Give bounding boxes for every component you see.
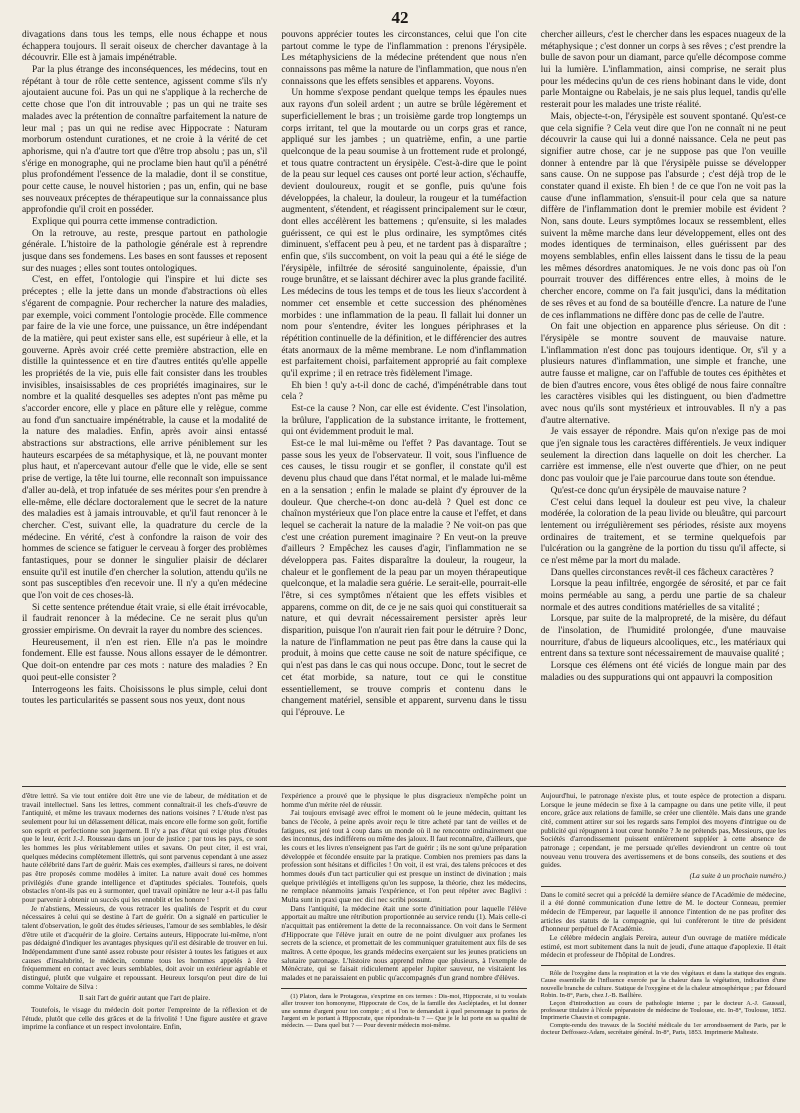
- article-column-2: [281, 30, 526, 784]
- page-number: 42: [391, 8, 409, 27]
- paragraph: Dans l'antiquité, la médecine était une sorte d'initiation pour laquelle l'élève apportait au maître une rétribution proportionnée au service rendu (1). Mais celle-ci n'acquittait pas entièrement la dette de la reconnaissance. On voit dans le Serment d'Hippocrate que l'élève jurait en outre de ne point divulguer aux profanes les secrets de la science, et promettait de les communiquer gratuitement aux fils de ses maîtres. A cette époque, les grands médecins exerçaient sur les jeunes praticiens un salutaire patronage. L'histoire nous apprend même que plusieurs, à l'exemple de Ménécrate, qui se faisait ridiculement appeler Jupiter sauveur, ne visitaient les malades et ne paraissaient en public qu'accompagnés d'un grand nombre d'élèves.: [281, 903, 527, 983]
- paragraph: l'expérience a prouvé que le physique le plus disgracieux n'empêche point un homme d'un mérite réel de réussir.: [281, 792, 527, 809]
- news-item: Le célèbre médecin anglais Pereira, auteur d'un ouvrage de matière médicale estimé, est mort subitement dans la nuit de jeudi, d'une attaque d'apoplexie. Il était médecin et professeur de l'hôpital de Londres.: [540, 933, 786, 960]
- paragraph: Est-ce le mal lui-même ou l'effet ? Pas davantage. Tout se passe sous les yeux de l'observateur. Il voit, sous l'influence de ces causes, le tissu rougir et se gonfler, il constate qu'il est devenu plus chaud que dans l'état normal, et le malade lui-même en a la sensation ; enfin le malade se plaint d'y éprouver de la douleur. Que cherche-t-on donc au-delà ? Quel est donc ce chaînon mystérieux que l'on place entre la cause et l'effet, et dans lequel se cacherait la nature de la maladie ? Ne voit-on pas que c'est une création purement imaginaire ? En veut-on la preuve d'ailleurs ? Empêchez les causes d'agir, l'inflammation ne se développera pas. Faites disparaître la douleur, la rougeur, la chaleur et le gonflement de la peau par un moyen thérapeutique quelconque, et la maladie sera guérie. Le serait-elle, pourrait-elle l'être, si ces symptômes n'étaient que les effets visibles et apparens, comme on dit, de ce je ne sais quoi qui constituerait sa nature, et qui devrait nécessairement persister après leur disparition, puisque l'on n'aurait rien fait pour le détruire ? Donc, la nature de l'inflammation ne peut pas être dans la cause qui la produit, à moins que cette cause ne soit de nature spécifique, ce qui n'est pas dans le cas qui nous occupe. Donc, tout le secret de cet état morbide, sa nature, tout ce qui le constitue essentiellement, se trouve compris et contenu dans le changement matériel, sensible et apparent, survenu dans le tissu qui l'éprouve. Le: [281, 439, 527, 718]
- paragraph: Est-ce la cause ? Non, car elle est évidente. C'est l'insolation, la brûlure, l'application de la substance irritante, le frottement, qui ont évidemment produit le mal.: [281, 404, 527, 438]
- books-divider: [541, 965, 786, 966]
- book-notice: Rôle de l'oxygène dans la respiration et la vie des végétaux et dans la statique des engrais. Cause essentielle de l'influence exercée par la chaleur dans la végétation, indication d'une nouvelle branche de culture. Statique de l'oxygène et de la chaleur atmosphérique ; par Édouard Robin. In-8°, Paris, chez J.-B. Baillière.: [540, 970, 786, 1000]
- footnote-divider: [281, 988, 526, 989]
- feuilleton-column-2: [281, 792, 526, 1108]
- paragraph: Heureusement, il n'en est rien. Elle n'a pas le moindre fondement. Elle est fausse. Nous allons essayer de le démontrer. Que doit-on entendre par ces mots : nature des maladies ? En quoi peut-elle consister ?: [22, 637, 268, 683]
- paragraph: Je vais essayer de répondre. Mais qu'on n'exige pas de moi que j'en signale tous les caractères différentiels. Je veux indiquer seulement la direction dans laquelle on doit les chercher. La carrière est immense, elle n'est ouverte que d'hier, on ne peut donc pas vouloir que je l'aie parcourue dans toute son étendue.: [540, 427, 786, 485]
- paragraph: On la retrouve, au reste, presque partout en pathologie générale. L'histoire de la pathologie générale est à reprendre jusque dans ses fondemens. Les bases en sont fausses et reposent sur des nuages ; elles sont toutes ontologiques.: [22, 228, 268, 274]
- paragraph: Lorsque ces élémens ont été viciés de longue main par des maladies ou des suppurations qui ont appauvri la composition: [540, 661, 786, 683]
- book-notice: Compte-rendu des travaux de la Société médicale du 1er arrondissement de Paris, par le docteur Deffossez-Adam, secrétaire général. In-8°, Paris, 1853. Imprimerie Malteste.: [540, 1021, 786, 1036]
- paragraph: Qu'est-ce donc qu'un érysipèle de mauvaise nature ?: [550, 485, 747, 496]
- paragraph: Un homme s'expose pendant quelque temps les épaules nues aux rayons d'un soleil ardent ; un autre se brûle légèrement et superficiellement le bras ; un troisième garde trop longtemps un corps irritant, tel que la moutarde ou un corps gras et rance, appliqué sur les jambes ; un quatrième, enfin, a une partie quelconque de la peau soumise à un frottement rude et prolongé, et tous quatre contractent un érysipèle. C'est-à-dire que le point de la peau sur lequel ces causes ont porté leur action, s'échauffe, devient douloureux, rougit et se gonfle, puis qu'une fois développées, la chaleur, la douleur, la rougeur et la tuméfaction augmentent, s'étendent, et réagissent principalement sur le cœur, dont elles accélèrent les battemens ; qu'ensuite, si les malades guérissent, ce qui est le plus ordinaire, les symptômes cités diminuent, s'effacent peu à peu, et ne tardent pas à disparaître ; enfin que, s'ils succombent, on voit la peau qui a été le siége de l'érysipèle, infiltrée de sérosité sanguinolente, épaissie, d'un rouge brunâtre, et se laissant déchirer avec la plus grande facilité. Les médecins de tous les temps et de tous les lieux s'accordent à nommer cet ensemble et cette succession des phénomènes morbides : une inflammation de la peau. Il fallait lui donner un nom pour s'entendre, éviter les longues périphrases et la répétition continuelle de la définition, et le différencier des autres états anormaux de la même membrane. Le nom d'inflammation est parfaitement choisi, parfaitement approprié au fait complexe qu'il exprime ; il en retrace très fidèlement l'image.: [281, 88, 527, 379]
- article-column-3: [541, 30, 786, 784]
- feuilleton: [22, 792, 786, 1108]
- paragraph: Je n'abstiens, Messieurs, de vous retracer les qualités de l'esprit et du cœur nécessaires à celui qui se destine à l'art de guérir. On a signalé en particulier le talent d'observation, le goût des études sérieuses, l'amour de ses semblables, le désir d'être utile et d'acquérir de la gloire. Certains auteurs, Hippocrate lui-même, n'ont pas dédaigné d'indiquer les avantages physiques qu'il est désirable de trouver en lui. Indépendamment d'une santé assez robuste pour résister à toutes les fatigues et aux causes d'insalubrité, le médecin, comme tous les hommes appelés à être fréquemment en contact avec leurs semblables, doit avoir un extérieur agréable et distingué, plutôt que vulgaire et repoussant. Heureux lorsqu'on peut dire de lui comme Voltaire de Silva :: [22, 903, 268, 991]
- footnote: (1) Platon, dans le Protagoras, s'exprime en ces termes : Dis-moi, Hippocrate, si tu voulais aller trouver ton homonyme, Hippocrate de Cos, de la famille des Asclépiades, et lui donner une somme d'argent pour ton compte ; et si l'on te demandait à quel personnage tu portes de l'argent en le portant à Hippocrate, que répondrais-tu ? — Que je le lui porte en sa qualité de médecin. — Dans quel but ? — Pour devenir médecin moi-même.: [281, 992, 527, 1030]
- main-article: [22, 30, 786, 784]
- book-notice: Leçon d'introduction au cours de pathologie interne ; par le docteur A.-J. Gaussail, professeur titulaire à l'école préparatoire de médecine de Toulouse, etc. In-8°, Toulouse, 1852. Imprimerie Chauvin et compagnie.: [540, 999, 786, 1022]
- paragraph: Dans quelles circonstances revêt-il ces fâcheux caractères ?: [550, 567, 774, 578]
- paragraph: On fait une objection en apparence plus sérieuse. On dit : l'érysipèle se montre souvent de mauvaise nature. L'inflammation n'est donc pas toujours identique. Or, s'il y a plusieurs natures d'inflammation, une simple et franche, une autre fausse et maligne, car on l'affuble de toutes ces épithètes et de bien d'autres encore, vous êtes obligé de nous faire connaître les caractères visibles qui les distinguent, ou bien d'admettre avec nous qu'ils sont mystérieux et introuvables. Il n'y a pas d'autre alternative.: [540, 322, 786, 426]
- paragraph: C'est celui dans lequel la douleur est peu vive, la chaleur modérée, la coloration de la peau livide ou bleuâtre, qui parcourt lentement ou irrégulièrement ses périodes, résiste aux moyens ordinaires de traitement, et se termine quelquefois par l'ulcération ou la gangrène de la portion du tissu qu'il affecte, si ce n'est même par la mort du malade.: [540, 497, 786, 566]
- paragraph: Lorsque la peau infiltrée, engorgée de sérosité, et par ce fait moins perméable au sang, a perdu une partie de sa chaleur normale et des autres conditions matérielles de sa vitalité ;: [540, 579, 786, 613]
- paragraph: Mais, objecte-t-on, l'érysipèle est souvent spontané. Qu'est-ce que cela signifie ? Cela veut dire que l'on ne connaît ni ne peut découvrir la cause qui lui a donné naissance. Cela ne peut pas signifier autre chose, car je ne suppose pas que l'on veuille donner à entendre par là que l'érysipèle puisse se développer sans cause. On ne suppose pas l'absurde ; c'est déjà trop de le constater quand il existe. Eh bien ! de ce que l'on ne voit pas la cause d'une inflammation, s'ensuit-il pour cela que sa nature diffère de l'inflammation dont le premier mobile est évident ? Non, sans doute. Leurs symptômes locaux se ressemblent, elles suivent la même marche dans leur développement, elles ont des modes identiques de terminaison, elles guérissent par des moyens semblables, enfin elles laissent dans le tissu de la peau les mêmes désordres anatomiques. Je ne vois donc pas où l'on pourrait trouver des différences entre elles, à moins de le chercher encore, comme on l'a fait jusqu'ici, dans la méditation de ses rêves et au fond de sa boutéille d'encre. La nature de l'une de ces inflammations ne diffère donc pas de celle de l'autre.: [540, 111, 786, 321]
- section-divider: [22, 786, 786, 787]
- paragraph: divagations dans tous les temps, elle nous échappe et nous échappera toujours. Il serait oiseux de chercher davantage à la découvrir. Elle est à jamais impénétrable.: [22, 30, 268, 64]
- feuilleton-column-3: [541, 792, 786, 1108]
- verse-quote: Il sait l'art de guérir autant que l'art de plaire.: [79, 993, 211, 1003]
- paragraph: Aujourd'hui, le patronage n'existe plus, et toute espèce de protection a disparu. Lorsque le jeune médecin se fixe à la campagne ou dans une petite ville, il peut encore, grâce aux relations de famille, se créer une clientèle. Mais dans une grande cité, comment attirer sur soi les regards sans l'emploi des moyens d'intrigue ou de publicité qui répugnent à tout cœur honnête ? Je ne prétends pas, Messieurs, que les Sociétés d'arrondissement puissent entièrement suppléer à cette absence de patronage ; cependant, je me persuade qu'elles deviendront un centre où tout nouveau venu trouvera des avertissemens et de bons conseils, des soutiens et des guides.: [540, 792, 786, 870]
- news-divider: [541, 886, 786, 887]
- paragraph: Toutefois, le visage du médecin doit porter l'empreinte de la réflexion et de l'étude, plutôt que celle des grâces et de la frivolité ! Une figure austère et grave imprime la confiance et un respect involontaire. Enfin,: [22, 1005, 268, 1032]
- article-column-1: [22, 30, 267, 784]
- continued-notice: (La suite à un prochain numéro.): [689, 871, 786, 881]
- paragraph: Lorsque, par suite de la malpropreté, de la misère, du défaut de l'insolation, de l'humidité prolongée, d'une mauvaise nourriture, d'abus de liqueurs alcooliques, etc., les matériaux qui entrent dans sa texture sont nécessairement de mauvaise qualité ;: [540, 614, 786, 660]
- paragraph: chercher ailleurs, c'est le chercher dans les espaces nuageux de la métaphysique ; c'est donner un corps à ses rêves ; c'est prendre la bulle de savon pour un diamant, parce qu'elle décompose comme lui la lumière. L'inflammation, ainsi comprise, ne serait plus pour les médecins qu'un de ces riens hobinant dans le vide, dont parle Montaigne ou Rabelais, je ne sais plus lequel, tandis qu'elle resterait pour les malades une triste réalité.: [540, 30, 786, 111]
- paragraph: Interrogeons les faits. Choisissons le plus simple, celui dont toutes les particularités se passent sous nos yeux, dont nous: [22, 684, 268, 707]
- paragraph: Si cette sentence prétendue était vraie, si elle était irrévocable, il faudrait renoncer à la médecine. Ce ne serait plus qu'un grossier empirisme. On devrait la rayer du nombre des sciences.: [22, 602, 268, 637]
- paragraph: d'être lettré. Sa vie tout entière doit être une vie de labeur, de méditation et de travail intellectuel. Sans les lettres, comment connaîtrait-il les chefs-d'œuvre de l'antiquité, et même les travaux modernes des nations voisines ? L'étude n'est pas seulement pour lui un délassement délicat, mais encore elle forme son goût, fortifie son esprit et perfectionne son jugement. Il n'y a pas d'état qui exige plus d'études que le leur, écrit J.-J. Rousseau dans un jour de justice ; par tous les pays, ce sont les hommes les plus véritablement utiles et savans. On peut citer, il est vrai, quelques médecins complètement illettrés, qui sont parvenus cependant à une assez haute célébrité dans l'art de guérir. Mais ces exemples, d'ailleurs si rares, ne doivent pas être proposés comme modèles à imiter. La nature avait doué ces hommes privilégiés d'une grande intelligence et d'aptitudes spéciales. Toutefois, quels obstacles n'ont-ils pas eu à surmonter, quel travail opiniâtre ne leur a-t-il pas fallu pour parvenir à obtenir un succès qui les ennoblit et les honore !: [22, 792, 268, 905]
- feuilleton-column-1: [22, 792, 267, 1108]
- paragraph: Eh bien ! qu'y a-t-il donc de caché, d'impénétrable dans tout cela ?: [281, 380, 527, 403]
- paragraph: Par la plus étrange des inconséquences, les médecins, tout en répétant à tour de rôle cette sentence, agissent comme s'ils n'y ajoutaient aucune foi. Pas un qui ne s'applique à la recherche de cette chose que l'on dit introuvable ; pas un qui ne traite ses malades avec la prétention de connaître parfaitement la nature de leur mal ; pas un qui ne redise avec Hippocrate : Naturam morborum ostendunt curationes, et ne croie à la vérité de cet aphorisme, qui n'a d'autre tort que d'être trop absolu ; pas un, s'il s'érige en monographe, qui ne proclame bien haut qu'il a pénétré plus profondément l'essence de la maladie, dont il se constitue, pour cette cause, le nouvel historien ; pas un, enfin, qui ne base ses nouveaux préceptes de thérapeutique sur la connaissance plus approfondie qu'il croit en posséder.: [22, 65, 268, 216]
- news-item: Dans le comité secret qui a précédé la dernière séance de l'Académie de médecine, il a été donné communication d'une lettre de M. le docteur Conneau, premier médecin de l'Empereur, par laquelle il annonce l'intention de ne pas profiter des articles des statuts de la compagnie, qui lui conféreront le titre de président d'honneur perpétuel de l'Académie.: [540, 889, 786, 934]
- paragraph: C'est, en effet, l'ontologie qui l'inspire et lui dicte ses préceptes ; elle la jette dans un monde d'abstractions où elles s'égarent de compagnie. Pour rechercher la nature des maladies, par exemple, voici comment l'ontologie procède. Elle commence par faire de la vie une force, une puissance, un être indépendant de la matière, qui peut exister sans elle, est supérieur à elle, et la gouverne. Après avoir créé cette première abstraction, elle en distille la quintessence et en tire d'autres entités qu'elle appelle les propriétés de la vie, puis elle fait consister dans les troubles invisibles, insaisissables de ces propriétés imaginaires, sur le nombre et la qualité desquelles ses adeptes n'ont pas même pu s'accorder encore, elle y place en pâture elle y relègue, comme au fond d'un sanctuaire impénétrable, la cause et la modalité de la nature des maladies. Enfin, après avoir ainsi entassé abstractions sur abstractions, elle arrive péniblement sur les hauteurs escarpées de sa métaphysique, et là, ne pouvant monter plus haut, et n'apercevant autour d'elle que le vide, elle se sent prise de vertige, la tête lui tourne, elle reconnaît son impuissance d'aller au-delà, et trop infatuée de ses mérites pour s'en prendre à elle-même, elle déclare doctoralement que le secret de la nature des maladies est à jamais introuvable, et qu'il faut renoncer à le chercher. C'est, suivant elle, la quadrature du cercle de la médecine. En vérité, c'est à confondre la raison de voir des hommes de science se fatiguer le cerveau à forger des problèmes fantastiques, pour se donner le singulier plaisir de déclarer ensuite qu'il est inutile d'en chercher la solution, attendu qu'ils ne sont pas susceptibles d'en recevoir une. Il n'y a qu'en médecine que l'on voit de ces choses-là.: [22, 275, 268, 601]
- paragraph: Explique qui pourra cette immense contradiction.: [32, 217, 218, 227]
- paragraph: J'ai toujours envisagé avec effroi le moment où le jeune médecin, quittant les bancs de l'école, à peine après avoir reçu le titre acheté par tant de veilles et de fatigues, est jeté tout à coup dans un monde où il ne rencontre ordinairement que des inconnus, des indifférens ou même des jaloux. Il faut reconnaître, d'ailleurs, que les cours et les livres n'enseignent pas l'art de guérir ; ils ne sont qu'une préparation développée et fécondée ensuite par la pratique. Combien nos premiers pas dans la profession sont hésitans et difficiles ! On voit, il est vrai, des talens précoces et des hommes doués d'un tact particulier qui est presque un instinct de divination ; mais quelque privilégiés et intelligens qu'on les suppose, la théorie, chez les médecins, ne remplace néanmoins jamais l'expérience, et l'on peut répéter avec Baglivi : Multa sunt in praxi quæ nec dici nec scribi possunt.: [281, 808, 527, 905]
- paragraph: pouvons apprécier toutes les circonstances, celui que l'on cite partout comme le type de l'inflammation : prenons l'érysipèle. Les métaphysiciens de la médecine prétendent que nous n'en connaissons pas même la nature de l'inflammation, que nous n'en connaissons que les effets sensibles et apparens. Voyons.: [281, 30, 527, 87]
